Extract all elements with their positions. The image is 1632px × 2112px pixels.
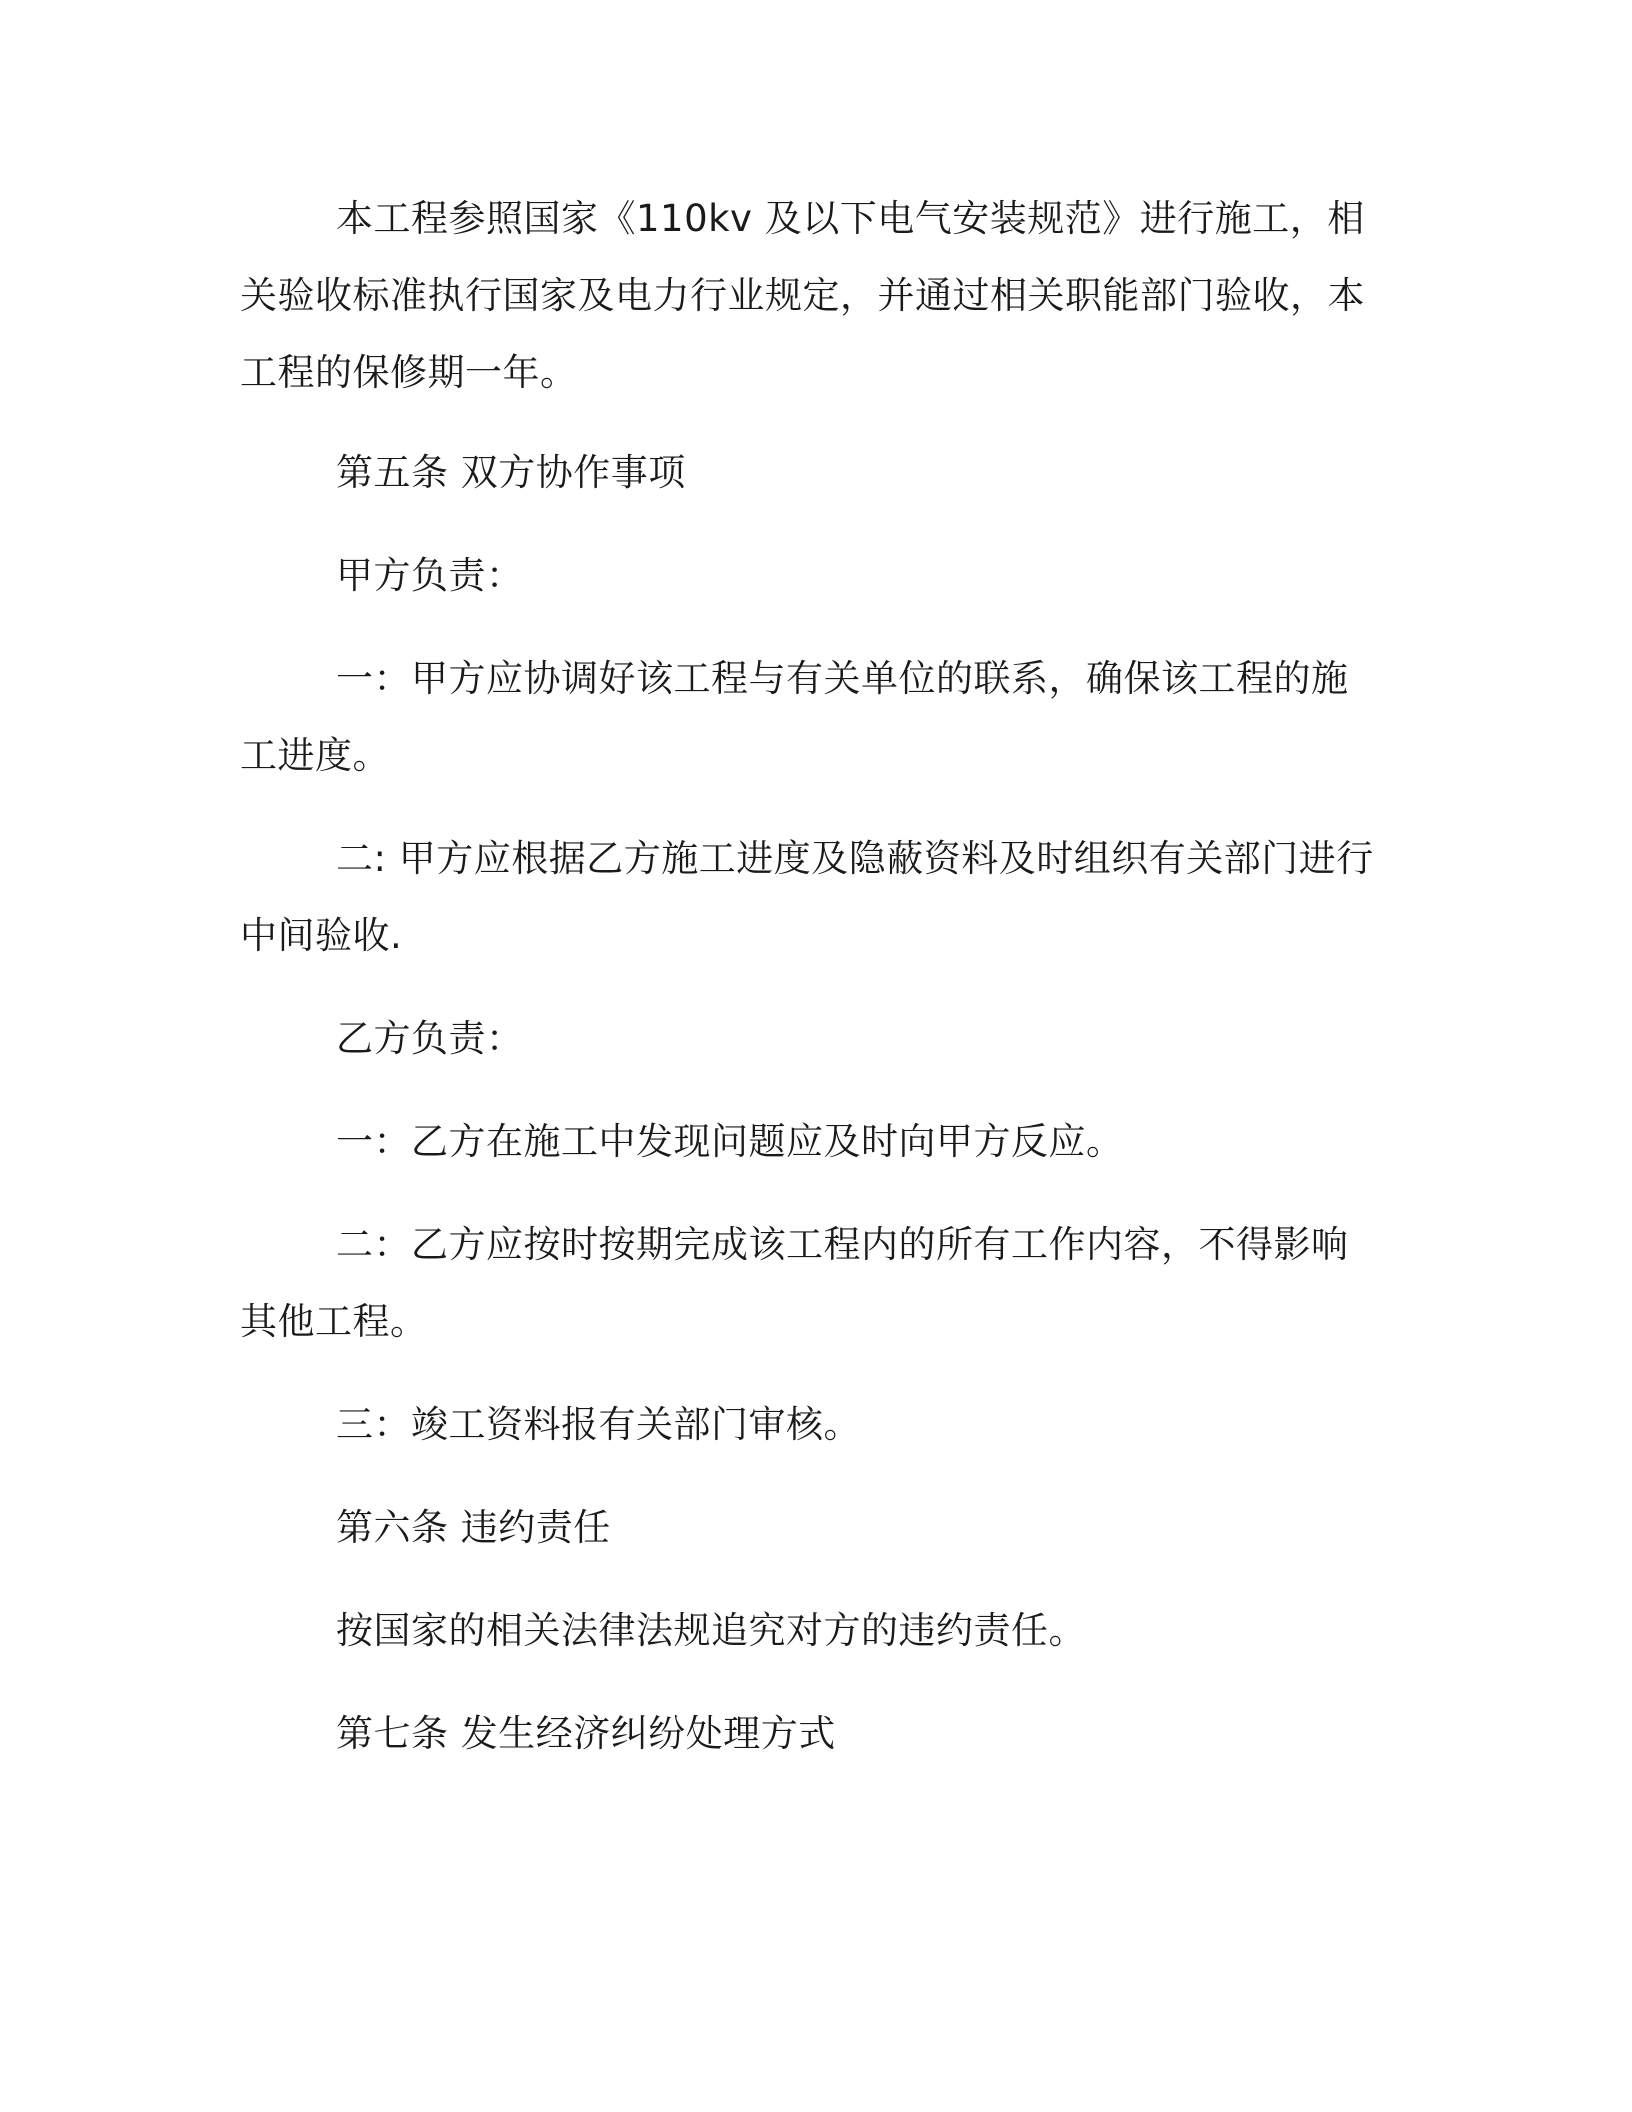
paragraph-acceptance-standards: 本工程参照国家《110kv 及以下电气安装规范》进行施工，相关验收标准执行国家及电力行业规定，并通过相关职能部门验收，本工程的保修期一年。 xyxy=(240,197,1365,394)
heading-article-five: 第五条 双方协作事项 xyxy=(336,451,686,494)
paragraph-party-a-item-2: 二: 甲方应根据乙方施工进度及隐蔽资料及时组织有关部门进行中间验收. xyxy=(240,837,1374,957)
paragraph-party-a-item-1: 一：甲方应协调好该工程与有关单位的联系，确保该工程的施工进度。 xyxy=(240,657,1349,777)
paragraph-party-b-item-2: 二：乙方应按时按期完成该工程内的所有工作内容，不得影响其他工程。 xyxy=(240,1223,1349,1343)
paragraph-party-b-item-1: 一：乙方在施工中发现问题应及时向甲方反应。 xyxy=(336,1120,1124,1163)
heading-party-a-duties: 甲方负责： xyxy=(336,554,524,597)
heading-article-seven: 第七条 发生经济纠纷处理方式 xyxy=(336,1712,836,1755)
heading-party-b-duties: 乙方负责： xyxy=(336,1017,524,1060)
heading-article-six: 第六条 违约责任 xyxy=(336,1506,611,1549)
paragraph-party-b-item-3: 三：竣工资料报有关部门审核。 xyxy=(336,1403,861,1446)
paragraph-breach-liability: 按国家的相关法律法规追究对方的违约责任。 xyxy=(336,1609,1086,1652)
